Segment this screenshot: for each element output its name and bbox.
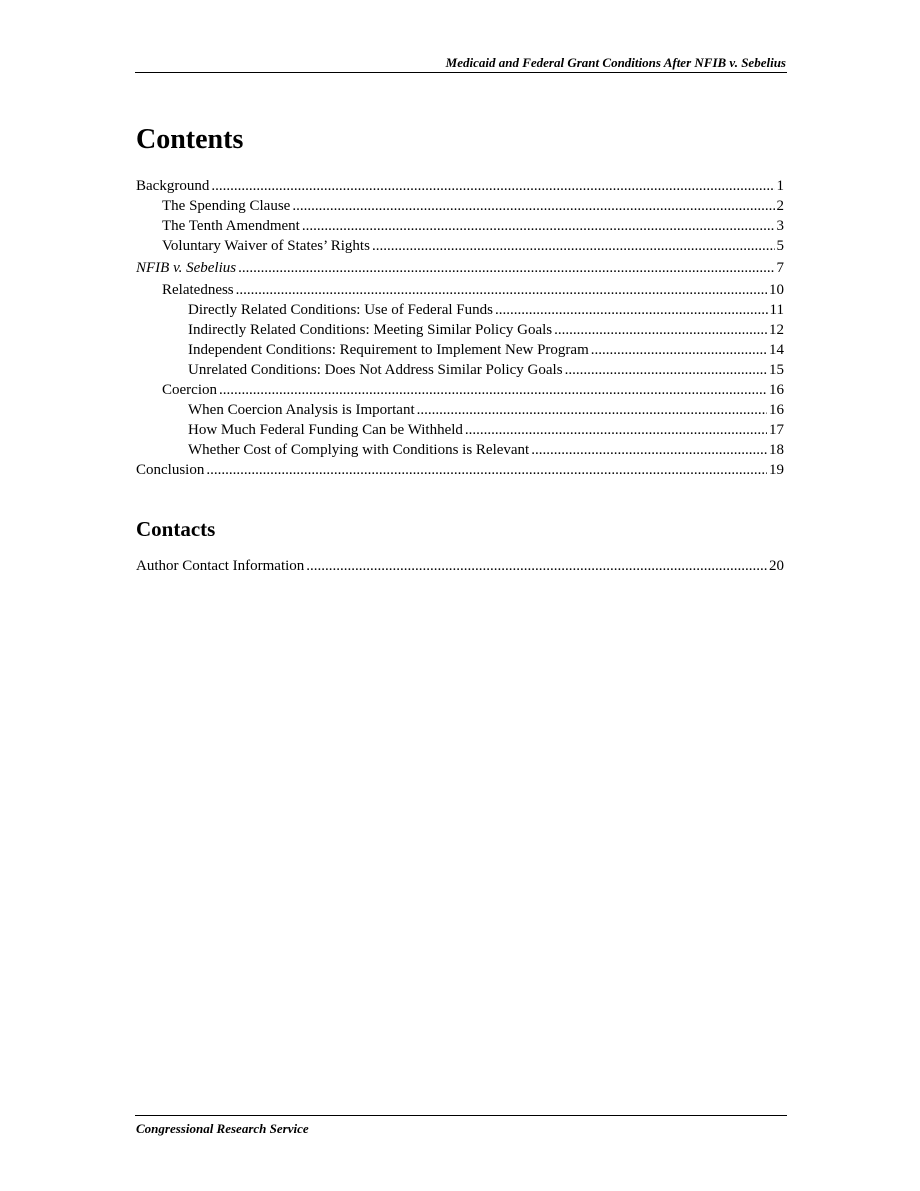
toc-entry-coercion[interactable] bbox=[136, 380, 784, 400]
toc-entry-title: How Much Federal Funding Can be Withheld bbox=[188, 422, 463, 438]
dot-leader bbox=[372, 236, 775, 256]
toc-entry-title: Voluntary Waiver of States’ Rights bbox=[162, 238, 370, 254]
toc-entry-nfib-v-sebelius[interactable] bbox=[136, 258, 784, 278]
dot-leader bbox=[236, 280, 767, 300]
toc-entry-indirectly-related[interactable] bbox=[136, 320, 784, 340]
toc-entry-title: Independent Conditions: Requirement to Implement New Program bbox=[188, 342, 589, 358]
dot-leader bbox=[219, 380, 767, 400]
toc-entry-page: 3 bbox=[776, 218, 784, 234]
dot-leader bbox=[554, 320, 767, 340]
contacts-list bbox=[136, 556, 784, 576]
toc-entry-page: 5 bbox=[776, 238, 784, 254]
dot-leader bbox=[565, 360, 767, 380]
toc-entry-title: Relatedness bbox=[162, 282, 234, 298]
toc-entry-page: 20 bbox=[769, 558, 784, 574]
toc-entry-page: 19 bbox=[769, 462, 784, 478]
toc-entry-spending-clause[interactable] bbox=[136, 196, 784, 216]
dot-leader bbox=[302, 216, 775, 236]
toc-entry-independent-conditions[interactable] bbox=[136, 340, 784, 360]
dot-leader bbox=[417, 400, 767, 420]
toc-entry-title: Author Contact Information bbox=[136, 558, 305, 574]
running-footer bbox=[135, 1115, 787, 1136]
toc-entry-title: Directly Related Conditions: Use of Federal Funds bbox=[188, 302, 493, 318]
dot-leader bbox=[465, 420, 767, 440]
toc-entry-page: 1 bbox=[776, 178, 784, 194]
dot-leader bbox=[211, 176, 774, 196]
toc-entry-voluntary-waiver[interactable] bbox=[136, 236, 784, 256]
toc-entry-title: The Spending Clause bbox=[162, 198, 291, 214]
dot-leader bbox=[531, 440, 767, 460]
contents-heading: Contents bbox=[136, 124, 244, 155]
toc-entry-page: 12 bbox=[769, 322, 784, 338]
contacts-heading: Contacts bbox=[136, 517, 216, 541]
toc-entry-title: Whether Cost of Complying with Conditions is Relevant bbox=[188, 442, 530, 458]
toc-entry-page: 7 bbox=[776, 260, 784, 276]
toc-entry-title: NFIB v. Sebelius bbox=[136, 260, 237, 276]
toc-entry-page: 10 bbox=[769, 282, 784, 298]
toc-entry-relatedness[interactable] bbox=[136, 280, 784, 300]
dot-leader bbox=[495, 300, 768, 320]
header-title: Medicaid and Federal Grant Conditions After NFIB v. Sebelius bbox=[445, 55, 786, 70]
toc-entry-title: The Tenth Amendment bbox=[162, 218, 300, 234]
toc-entry-title: When Coercion Analysis is Important bbox=[188, 402, 415, 418]
toc-entry-conclusion[interactable] bbox=[136, 460, 784, 480]
toc-entry-unrelated-conditions[interactable] bbox=[136, 360, 784, 380]
toc-entry-title: Background bbox=[136, 178, 210, 194]
toc-entry-page: 15 bbox=[769, 362, 784, 378]
dot-leader bbox=[306, 556, 767, 576]
toc-entry-author-contact[interactable] bbox=[136, 556, 784, 576]
toc-entry-page: 2 bbox=[776, 198, 784, 214]
toc-entry-page: 14 bbox=[769, 342, 784, 358]
toc-entry-page: 16 bbox=[769, 402, 784, 418]
toc-entry-page: 17 bbox=[769, 422, 784, 438]
running-header bbox=[135, 56, 787, 73]
dot-leader bbox=[292, 196, 774, 216]
dot-leader bbox=[206, 460, 767, 480]
toc-entry-cost-of-complying[interactable] bbox=[136, 440, 784, 460]
dot-leader bbox=[238, 258, 774, 278]
toc-entry-title: Unrelated Conditions: Does Not Address Similar Policy Goals bbox=[188, 362, 563, 378]
toc-entry-page: 11 bbox=[769, 302, 784, 318]
toc-entry-directly-related[interactable] bbox=[136, 300, 784, 320]
toc-entry-page: 18 bbox=[769, 442, 784, 458]
footer-text: Congressional Research Service bbox=[136, 1121, 309, 1136]
toc-entry-title: Indirectly Related Conditions: Meeting Similar Policy Goals bbox=[188, 322, 553, 338]
toc-entry-how-much-funding[interactable] bbox=[136, 420, 784, 440]
dot-leader bbox=[591, 340, 767, 360]
toc-entry-page: 16 bbox=[769, 382, 784, 398]
toc-entry-title: Coercion bbox=[162, 382, 217, 398]
toc-entry-tenth-amendment[interactable] bbox=[136, 216, 784, 236]
toc-entry-background[interactable] bbox=[136, 176, 784, 196]
toc-entry-when-coercion-analysis[interactable] bbox=[136, 400, 784, 420]
toc-entry-title: Conclusion bbox=[136, 462, 205, 478]
table-of-contents bbox=[136, 176, 784, 480]
